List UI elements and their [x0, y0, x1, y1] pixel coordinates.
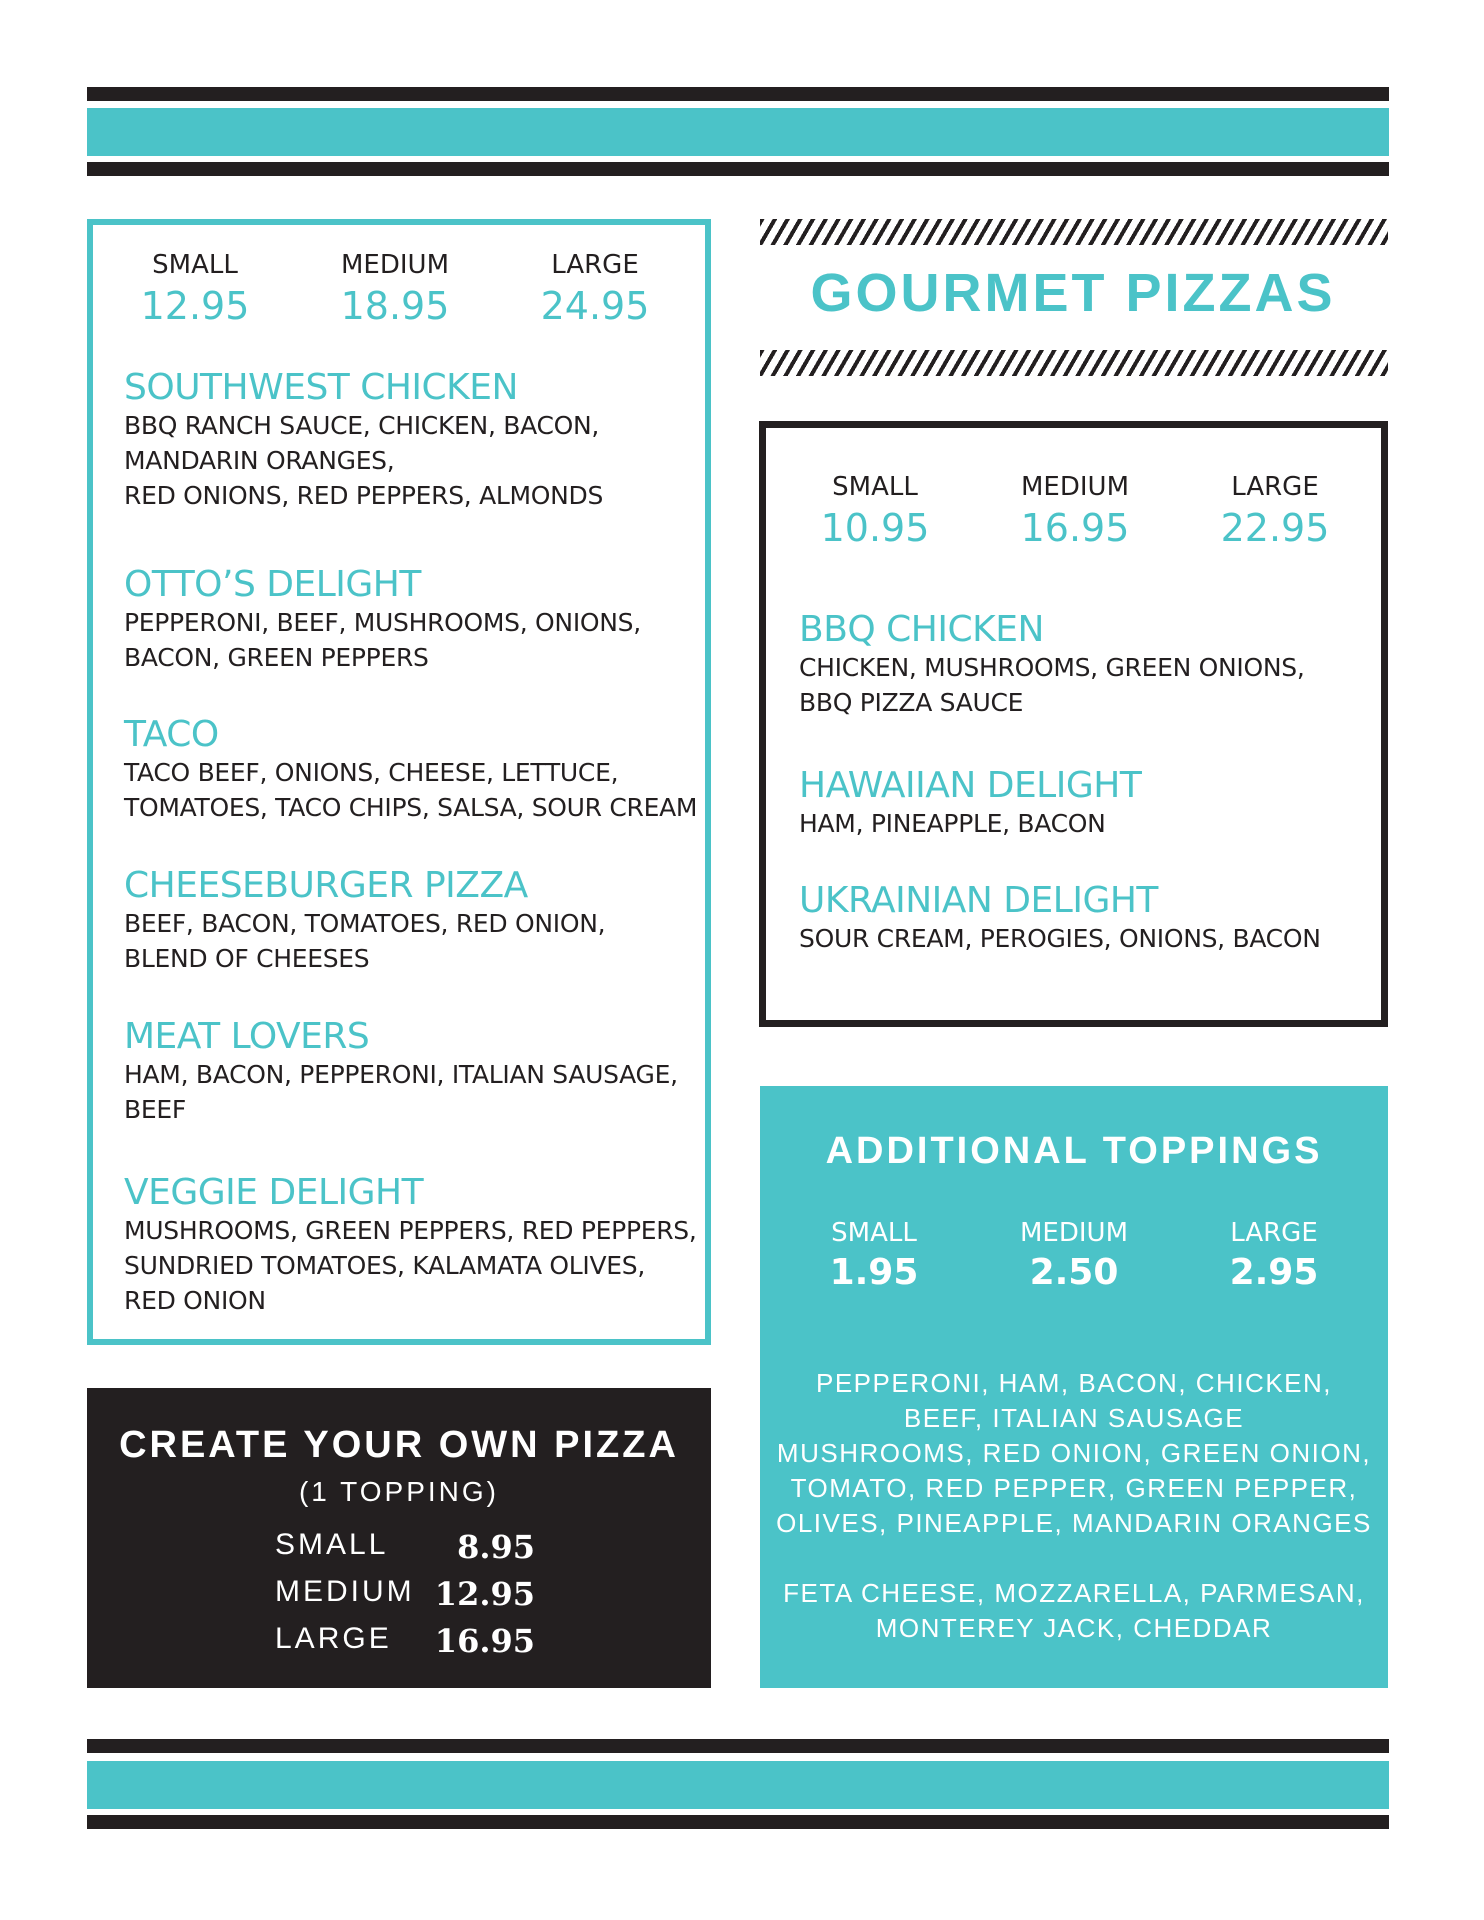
create-your-own-title: CREATE YOUR OWN PIZZA: [119, 1424, 679, 1466]
price-row-small: [275, 1528, 535, 1572]
item-name: CHEESEBURGER PIZZA: [124, 865, 528, 906]
specialty-pizzas-box: [87, 219, 711, 1345]
top-border-black-2: [87, 162, 1389, 176]
gourmet-size-prices: [775, 472, 1375, 550]
size-price: 22.95: [1220, 506, 1330, 550]
additional-toppings-panel: [760, 1086, 1388, 1688]
size-label: SMALL: [832, 472, 918, 502]
topping-line: OLIVES, PINEAPPLE, MANDARIN ORANGES: [776, 1508, 1372, 1538]
topping-line: FETA CHEESE, MOZZARELLA, PARMESAN,: [783, 1578, 1365, 1608]
menu-item-southwest-chicken: [124, 368, 603, 513]
item-name: MEAT LOVERS: [124, 1016, 370, 1057]
size-small: [775, 472, 975, 550]
item-description: PEPPERONI, BEEF, MUSHROOMS, ONIONS, BACON, GREEN PEPPERS: [124, 608, 641, 672]
bottom-border-black-1: [87, 1739, 1389, 1753]
menu-item-taco: [124, 715, 697, 825]
size-price: 10.95: [820, 506, 930, 550]
size-price: 2.95: [1229, 1252, 1319, 1293]
item-description: BEEF, BACON, TOMATOES, RED ONION, BLEND OF CHEESES: [124, 909, 606, 973]
price-row-label: LARGE: [275, 1622, 392, 1655]
size-price: 1.95: [829, 1252, 919, 1293]
create-your-own-subtitle: (1 TOPPING): [298, 1476, 499, 1507]
item-name: SOUTHWEST CHICKEN: [124, 367, 518, 408]
item-description: SOUR CREAM, PEROGIES, ONIONS, BACON: [799, 924, 1321, 953]
item-name: UKRAINIAN DELIGHT: [799, 880, 1158, 921]
price-row-medium: [275, 1575, 535, 1619]
item-description: MUSHROOMS, GREEN PEPPERS, RED PEPPERS, SUNDRIED TOMATOES, KALAMATA OLIVES, RED ONION: [124, 1216, 697, 1315]
size-medium: [295, 250, 495, 328]
item-description: BBQ RANCH SAUCE, CHICKEN, BACON, MANDARIN ORANGES, RED ONIONS, RED PEPPERS, ALMONDS: [124, 411, 604, 510]
size-large: [1174, 1218, 1374, 1293]
size-medium: [975, 472, 1175, 550]
size-price: 12.95: [140, 284, 250, 328]
menu-item-veggie-delight: [124, 1173, 697, 1318]
topping-line: PEPPERONI, HAM, BACON, CHICKEN,: [815, 1368, 1333, 1398]
price-row-price: 16.95: [434, 1622, 535, 1660]
item-description: HAM, PINEAPPLE, BACON: [799, 809, 1106, 838]
topping-line: TOMATO, RED PEPPER, GREEN PEPPER,: [790, 1473, 1358, 1503]
menu-item-hawaiian-delight: [799, 766, 1141, 841]
price-row-label: MEDIUM: [275, 1575, 415, 1608]
price-row-price: 8.95: [457, 1528, 535, 1566]
price-row-price: 12.95: [434, 1575, 535, 1613]
item-name: OTTO’S DELIGHT: [124, 564, 421, 605]
specialty-size-prices: [95, 250, 695, 328]
menu-item-bbq-chicken: [799, 610, 1305, 720]
item-name: TACO: [124, 714, 219, 755]
size-price: 24.95: [540, 284, 650, 328]
topping-line: MONTEREY JACK, CHEDDAR: [875, 1613, 1273, 1643]
hatch-divider-top: [760, 219, 1388, 245]
top-border-teal: [87, 108, 1389, 156]
create-your-own-panel: [87, 1388, 711, 1688]
price-row-label: SMALL: [275, 1528, 389, 1561]
gourmet-pizzas-box: [759, 421, 1388, 1027]
size-medium: [974, 1218, 1174, 1293]
hatch-divider-bottom: [760, 350, 1388, 376]
item-description: HAM, BACON, PEPPERONI, ITALIAN SAUSAGE, BEEF: [124, 1060, 678, 1124]
size-small: [95, 250, 295, 328]
size-small: [774, 1218, 974, 1293]
size-label: LARGE: [551, 250, 639, 280]
toppings-title: ADDITIONAL TOPPINGS: [825, 1130, 1323, 1172]
toppings-list-cheeses: [760, 1576, 1388, 1646]
size-label: SMALL: [831, 1218, 917, 1248]
item-description: CHICKEN, MUSHROOMS, GREEN ONIONS, BBQ PIZZA SAUCE: [799, 653, 1305, 717]
item-name: BBQ CHICKEN: [799, 609, 1044, 650]
size-large: [1175, 472, 1375, 550]
topping-line: MUSHROOMS, RED ONION, GREEN ONION,: [776, 1438, 1372, 1468]
topping-line: BEEF, ITALIAN SAUSAGE: [903, 1403, 1245, 1433]
size-label: LARGE: [1230, 1218, 1318, 1248]
gourmet-title: GOURMET PIZZAS: [810, 263, 1336, 323]
toppings-size-prices: [774, 1218, 1374, 1293]
size-price: 16.95: [1020, 506, 1130, 550]
menu-item-meat-lovers: [124, 1017, 678, 1127]
size-label: LARGE: [1231, 472, 1319, 502]
size-label: MEDIUM: [340, 250, 449, 280]
item-description: TACO BEEF, ONIONS, CHEESE, LETTUCE, TOMATOES, TACO CHIPS, SALSA, SOUR CREAM: [124, 758, 698, 822]
bottom-border-black-2: [87, 1815, 1389, 1829]
size-price: 18.95: [340, 284, 450, 328]
menu-item-ottos-delight: [124, 565, 641, 675]
item-name: HAWAIIAN DELIGHT: [799, 765, 1142, 806]
size-price: 2.50: [1029, 1252, 1119, 1293]
size-label: MEDIUM: [1020, 472, 1129, 502]
size-label: SMALL: [152, 250, 238, 280]
menu-item-cheeseburger-pizza: [124, 866, 605, 976]
price-row-large: [275, 1622, 535, 1666]
toppings-list-meats: [760, 1366, 1388, 1436]
menu-item-ukrainian-delight: [799, 881, 1321, 956]
bottom-border-teal: [87, 1761, 1389, 1809]
size-large: [495, 250, 695, 328]
size-label: MEDIUM: [1019, 1218, 1128, 1248]
top-border-black-1: [87, 87, 1389, 101]
toppings-list-vegetables: [760, 1436, 1388, 1541]
item-name: VEGGIE DELIGHT: [124, 1172, 424, 1213]
